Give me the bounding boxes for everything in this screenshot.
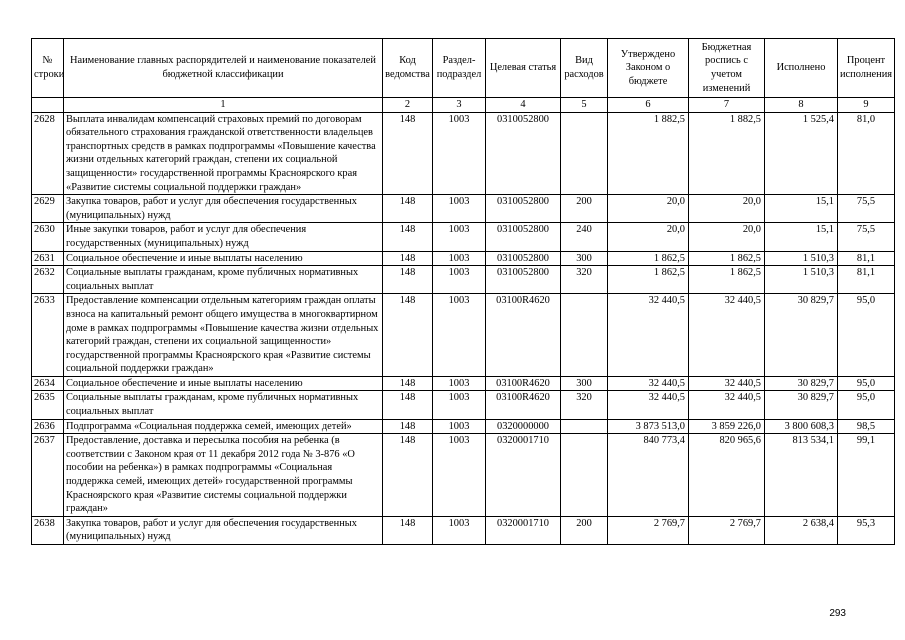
cell-percent: 98,5 [838, 419, 895, 434]
cell-row-number: 2631 [32, 251, 64, 266]
header-budget: Бюджетная роспись с учетом изменений [689, 39, 765, 98]
cell-section: 1003 [433, 112, 486, 195]
cell-row-number: 2628 [32, 112, 64, 195]
cell-expense-type: 320 [561, 391, 608, 419]
cell-description: Подпрограмма «Социальная поддержка семей, имеющих детей» [64, 419, 383, 434]
cell-budget: 3 859 226,0 [689, 419, 765, 434]
cell-expense-type [561, 419, 608, 434]
cell-executed: 1 510,3 [765, 266, 838, 294]
cell-dept-code: 148 [383, 434, 433, 517]
cell-dept-code: 148 [383, 516, 433, 544]
cell-section: 1003 [433, 391, 486, 419]
cell-approved: 840 773,4 [608, 434, 689, 517]
table-row [32, 376, 895, 391]
cell-target-article: 0310052800 [486, 112, 561, 195]
cell-percent: 95,3 [838, 516, 895, 544]
cell-approved: 20,0 [608, 223, 689, 251]
cell-budget: 1 862,5 [689, 251, 765, 266]
cell-row-number: 2632 [32, 266, 64, 294]
cell-row-number: 2629 [32, 195, 64, 223]
column-index: 7 [689, 98, 765, 113]
cell-row-number: 2635 [32, 391, 64, 419]
cell-budget: 1 862,5 [689, 266, 765, 294]
cell-executed: 813 534,1 [765, 434, 838, 517]
cell-executed: 15,1 [765, 223, 838, 251]
table-row [32, 251, 895, 266]
cell-description: Предоставление компенсации отдельным категориям граждан оплаты взноса на капитальный ремонт общего имущества в многоквартирном доме в рамках подпрограммы «Повышение качества жизни отдельных категорий граждан, степени их социальной защищенности» государственной программы Красноярского края «Развитие системы социальной поддержки граждан» [64, 294, 383, 377]
cell-target-article: 03100R4620 [486, 376, 561, 391]
cell-row-number: 2638 [32, 516, 64, 544]
cell-section: 1003 [433, 419, 486, 434]
budget-table-page [31, 38, 894, 545]
header-num: № строки [32, 39, 64, 98]
cell-expense-type: 300 [561, 251, 608, 266]
column-index-row [32, 98, 895, 113]
cell-percent: 95,0 [838, 391, 895, 419]
column-index [32, 98, 64, 113]
cell-target-article: 0310052800 [486, 195, 561, 223]
cell-approved: 1 862,5 [608, 266, 689, 294]
cell-description: Социальное обеспечение и иные выплаты населению [64, 251, 383, 266]
table-row [32, 112, 895, 195]
cell-budget: 2 769,7 [689, 516, 765, 544]
page-number: 293 [829, 608, 846, 619]
column-index: 6 [608, 98, 689, 113]
cell-approved: 1 862,5 [608, 251, 689, 266]
cell-row-number: 2630 [32, 223, 64, 251]
header-percent: Процент исполнения [838, 39, 895, 98]
cell-budget: 20,0 [689, 223, 765, 251]
cell-executed: 2 638,4 [765, 516, 838, 544]
cell-budget: 20,0 [689, 195, 765, 223]
table-row [32, 516, 895, 544]
cell-description: Социальные выплаты гражданам, кроме публичных нормативных социальных выплат [64, 391, 383, 419]
table-row [32, 391, 895, 419]
header-article: Целевая статья [486, 39, 561, 98]
cell-executed: 3 800 608,3 [765, 419, 838, 434]
cell-approved: 3 873 513,0 [608, 419, 689, 434]
column-index: 2 [383, 98, 433, 113]
cell-percent: 95,0 [838, 376, 895, 391]
cell-target-article: 0320001710 [486, 516, 561, 544]
cell-executed: 15,1 [765, 195, 838, 223]
cell-dept-code: 148 [383, 391, 433, 419]
cell-executed: 30 829,7 [765, 391, 838, 419]
cell-section: 1003 [433, 195, 486, 223]
cell-approved: 32 440,5 [608, 376, 689, 391]
cell-section: 1003 [433, 251, 486, 266]
cell-dept-code: 148 [383, 294, 433, 377]
table-row [32, 419, 895, 434]
cell-expense-type: 320 [561, 266, 608, 294]
cell-row-number: 2637 [32, 434, 64, 517]
cell-executed: 1 510,3 [765, 251, 838, 266]
table-body [32, 112, 895, 544]
cell-description: Закупка товаров, работ и услуг для обеспечения государственных (муниципальных) нужд [64, 516, 383, 544]
table-header-row [32, 39, 895, 98]
header-approved: Утверждено Законом о бюджете [608, 39, 689, 98]
cell-dept-code: 148 [383, 251, 433, 266]
cell-percent: 81,1 [838, 266, 895, 294]
cell-executed: 30 829,7 [765, 376, 838, 391]
cell-description: Иные закупки товаров, работ и услуг для обеспечения государственных (муниципальных) нужд [64, 223, 383, 251]
cell-percent: 81,1 [838, 251, 895, 266]
cell-target-article: 0310052800 [486, 251, 561, 266]
cell-section: 1003 [433, 516, 486, 544]
column-index: 8 [765, 98, 838, 113]
cell-percent: 99,1 [838, 434, 895, 517]
cell-target-article: 0320001710 [486, 434, 561, 517]
cell-budget: 32 440,5 [689, 391, 765, 419]
header-exptype: Вид расходов [561, 39, 608, 98]
table-row [32, 294, 895, 377]
budget-table [31, 38, 895, 545]
cell-target-article: 0310052800 [486, 266, 561, 294]
cell-percent: 81,0 [838, 112, 895, 195]
column-index: 4 [486, 98, 561, 113]
cell-row-number: 2636 [32, 419, 64, 434]
table-row [32, 266, 895, 294]
cell-target-article: 03100R4620 [486, 391, 561, 419]
cell-target-article: 0320000000 [486, 419, 561, 434]
column-index: 9 [838, 98, 895, 113]
cell-approved: 32 440,5 [608, 294, 689, 377]
header-executed: Исполнено [765, 39, 838, 98]
cell-budget: 32 440,5 [689, 376, 765, 391]
cell-section: 1003 [433, 434, 486, 517]
cell-target-article: 03100R4620 [486, 294, 561, 377]
cell-percent: 75,5 [838, 223, 895, 251]
cell-expense-type [561, 434, 608, 517]
column-index: 5 [561, 98, 608, 113]
cell-dept-code: 148 [383, 419, 433, 434]
table-row [32, 223, 895, 251]
cell-section: 1003 [433, 223, 486, 251]
cell-row-number: 2634 [32, 376, 64, 391]
cell-expense-type: 200 [561, 195, 608, 223]
header-name: Наименование главных распорядителей и наименование показателей бюджетной классификации [64, 39, 383, 98]
cell-percent: 95,0 [838, 294, 895, 377]
cell-section: 1003 [433, 294, 486, 377]
table-row [32, 434, 895, 517]
column-index: 1 [64, 98, 383, 113]
cell-dept-code: 148 [383, 266, 433, 294]
cell-approved: 32 440,5 [608, 391, 689, 419]
cell-description: Социальное обеспечение и иные выплаты населению [64, 376, 383, 391]
cell-expense-type: 200 [561, 516, 608, 544]
column-index: 3 [433, 98, 486, 113]
cell-description: Социальные выплаты гражданам, кроме публичных нормативных социальных выплат [64, 266, 383, 294]
cell-budget: 1 882,5 [689, 112, 765, 195]
cell-description: Предоставление, доставка и пересылка пособия на ребенка (в соответствии с Законом края от 11 декабря 2012 года № 3-876 «О пособии на ребенка») в рамках подпрограммы «Социальная поддержка семей, имеющих детей» государственной программы Красноярского края «Развитие системы социальной поддержки граждан» [64, 434, 383, 517]
header-dept: Код ведомства [383, 39, 433, 98]
cell-approved: 20,0 [608, 195, 689, 223]
cell-dept-code: 148 [383, 112, 433, 195]
cell-executed: 1 525,4 [765, 112, 838, 195]
cell-section: 1003 [433, 266, 486, 294]
cell-dept-code: 148 [383, 376, 433, 391]
cell-section: 1003 [433, 376, 486, 391]
header-section: Раздел-подраздел [433, 39, 486, 98]
cell-approved: 1 882,5 [608, 112, 689, 195]
cell-dept-code: 148 [383, 195, 433, 223]
cell-target-article: 0310052800 [486, 223, 561, 251]
cell-expense-type: 240 [561, 223, 608, 251]
cell-percent: 75,5 [838, 195, 895, 223]
cell-description: Закупка товаров, работ и услуг для обеспечения государственных (муниципальных) нужд [64, 195, 383, 223]
table-row [32, 195, 895, 223]
cell-expense-type: 300 [561, 376, 608, 391]
cell-executed: 30 829,7 [765, 294, 838, 377]
cell-expense-type [561, 294, 608, 377]
cell-budget: 820 965,6 [689, 434, 765, 517]
cell-description: Выплата инвалидам компенсаций страховых премий по договорам обязательного страхования гражданской ответственности владельцев транспортных средств в рамках подпрограммы «Повышение качества жизни отдельных категорий граждан, степени их социальной защищенности» государственной программы Красноярского края «Развитие системы социальной поддержки граждан» [64, 112, 383, 195]
cell-budget: 32 440,5 [689, 294, 765, 377]
cell-approved: 2 769,7 [608, 516, 689, 544]
cell-expense-type [561, 112, 608, 195]
cell-dept-code: 148 [383, 223, 433, 251]
cell-row-number: 2633 [32, 294, 64, 377]
